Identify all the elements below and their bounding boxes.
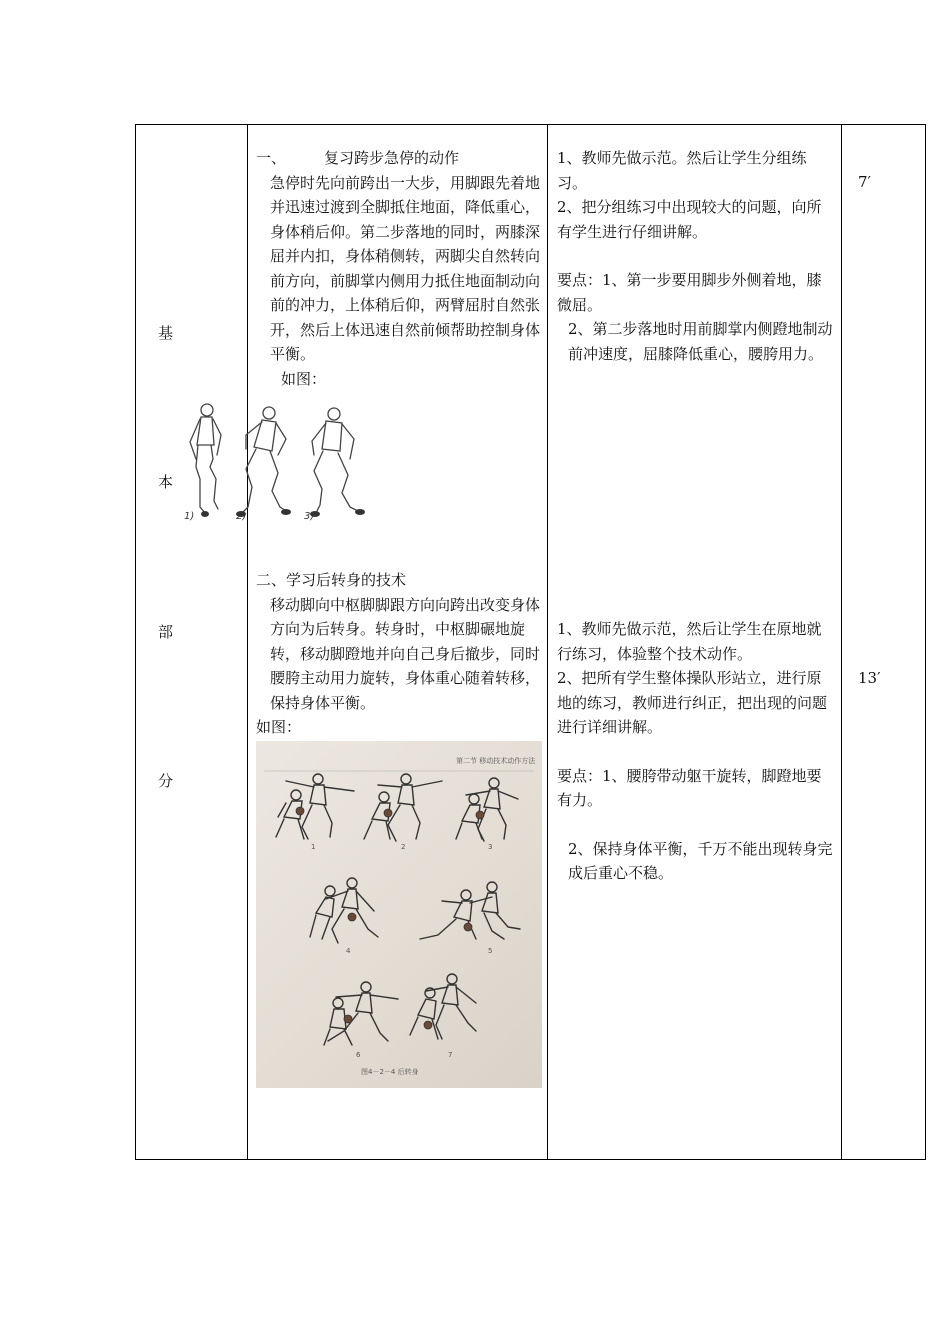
column-divider xyxy=(841,125,842,1159)
section-label-char: 本 xyxy=(158,473,174,491)
jump-stop-figure xyxy=(174,397,384,537)
method-step: 2、把分组练习中出现较大的问题，向所有学生进行仔细讲解。 xyxy=(557,198,822,241)
reverse-pivot-figure xyxy=(256,741,542,1088)
figure-label: 2) xyxy=(236,511,247,522)
figure-number: 1 xyxy=(311,843,316,851)
method-step: 1、教师先做示范，然后让学生在原地就行练习，体验整个技术动作。 xyxy=(557,620,822,663)
reverse-pivot-illustration xyxy=(256,741,542,1088)
key-point: 2、第二步落地时用前脚掌内侧蹬地制动前冲速度，屈膝降低重心，腰胯用力。 xyxy=(568,320,833,363)
part1-heading xyxy=(256,146,546,171)
part2-time: 13′ xyxy=(858,669,881,687)
jump-stop-illustration xyxy=(174,397,384,537)
part1-content xyxy=(256,146,546,391)
figure-label: 3) xyxy=(304,511,315,522)
lesson-table xyxy=(135,124,926,1160)
section-label-column xyxy=(136,125,248,1159)
method-step: 1、教师先做示范。然后让学生分组练习。 xyxy=(557,149,807,192)
figure-number: 3 xyxy=(488,843,493,851)
part1-method xyxy=(557,146,835,366)
column-divider xyxy=(547,125,548,1159)
key-point: 2、保持身体平衡，千万不能出现转身完成后重心不稳。 xyxy=(568,839,833,882)
key-point: 要点：1、第一步要用脚步外侧着地，膝微屈。 xyxy=(557,271,822,314)
figure-number: 4 xyxy=(346,947,351,955)
figure-number: 6 xyxy=(356,1051,361,1059)
figure-footer: 图4－2－4 后转身 xyxy=(361,1068,419,1076)
part2-heading: 二、学习后转身的技术 xyxy=(256,571,407,589)
method-step: 2、把所有学生整体操队形站立，进行原地的练习，教师进行纠正，把出现的问题进行详细讲解。 xyxy=(557,669,828,736)
part2-figure-caption: 如图： xyxy=(256,718,302,736)
part2-content xyxy=(256,568,546,740)
part1-heading-number: 一、 xyxy=(256,149,287,167)
part1-figure-caption: 如图： xyxy=(281,369,327,388)
part1-body: 急停时先向前跨出一大步，用脚跟先着地并迅速过渡到全脚抵住地面，降低重心，身体稍后仰。第二步落地的同时，两膝深屈并内扣，身体稍侧转，两脚尖自然转向前方向，前脚掌内侧用力抵住地面制动向前的冲力，上体稍后仰，两臂屈肘自然张开，然后上体迅速自然前倾帮助控制身体平衡。 xyxy=(270,173,541,363)
key-point: 要点：1、腰胯带动躯干旋转，脚蹬地要有力。 xyxy=(557,766,822,809)
part1-time: 7′ xyxy=(858,173,871,191)
section-label-char: 分 xyxy=(158,772,174,790)
section-label-char: 基 xyxy=(158,324,174,342)
part2-body: 移动脚向中枢脚脚跟方向向跨出改变身体方向为后转身。转身时，中枢脚碾地旋转，移动脚蹬地并向自己身后撤步，同时腰胯主动用力旋转，身体重心随着转移，保持身体平衡。 xyxy=(270,595,541,712)
figure-number: 5 xyxy=(488,947,493,955)
figure-number: 2 xyxy=(401,843,406,851)
figure-label: 1) xyxy=(184,511,195,522)
figure-header: 第二节 移动技术动作方法 xyxy=(456,757,536,765)
section-label-char: 部 xyxy=(158,623,174,641)
part1-heading-text: 复习跨步急停的动作 xyxy=(324,149,460,167)
part2-method xyxy=(557,617,835,886)
figure-number: 7 xyxy=(448,1051,453,1059)
